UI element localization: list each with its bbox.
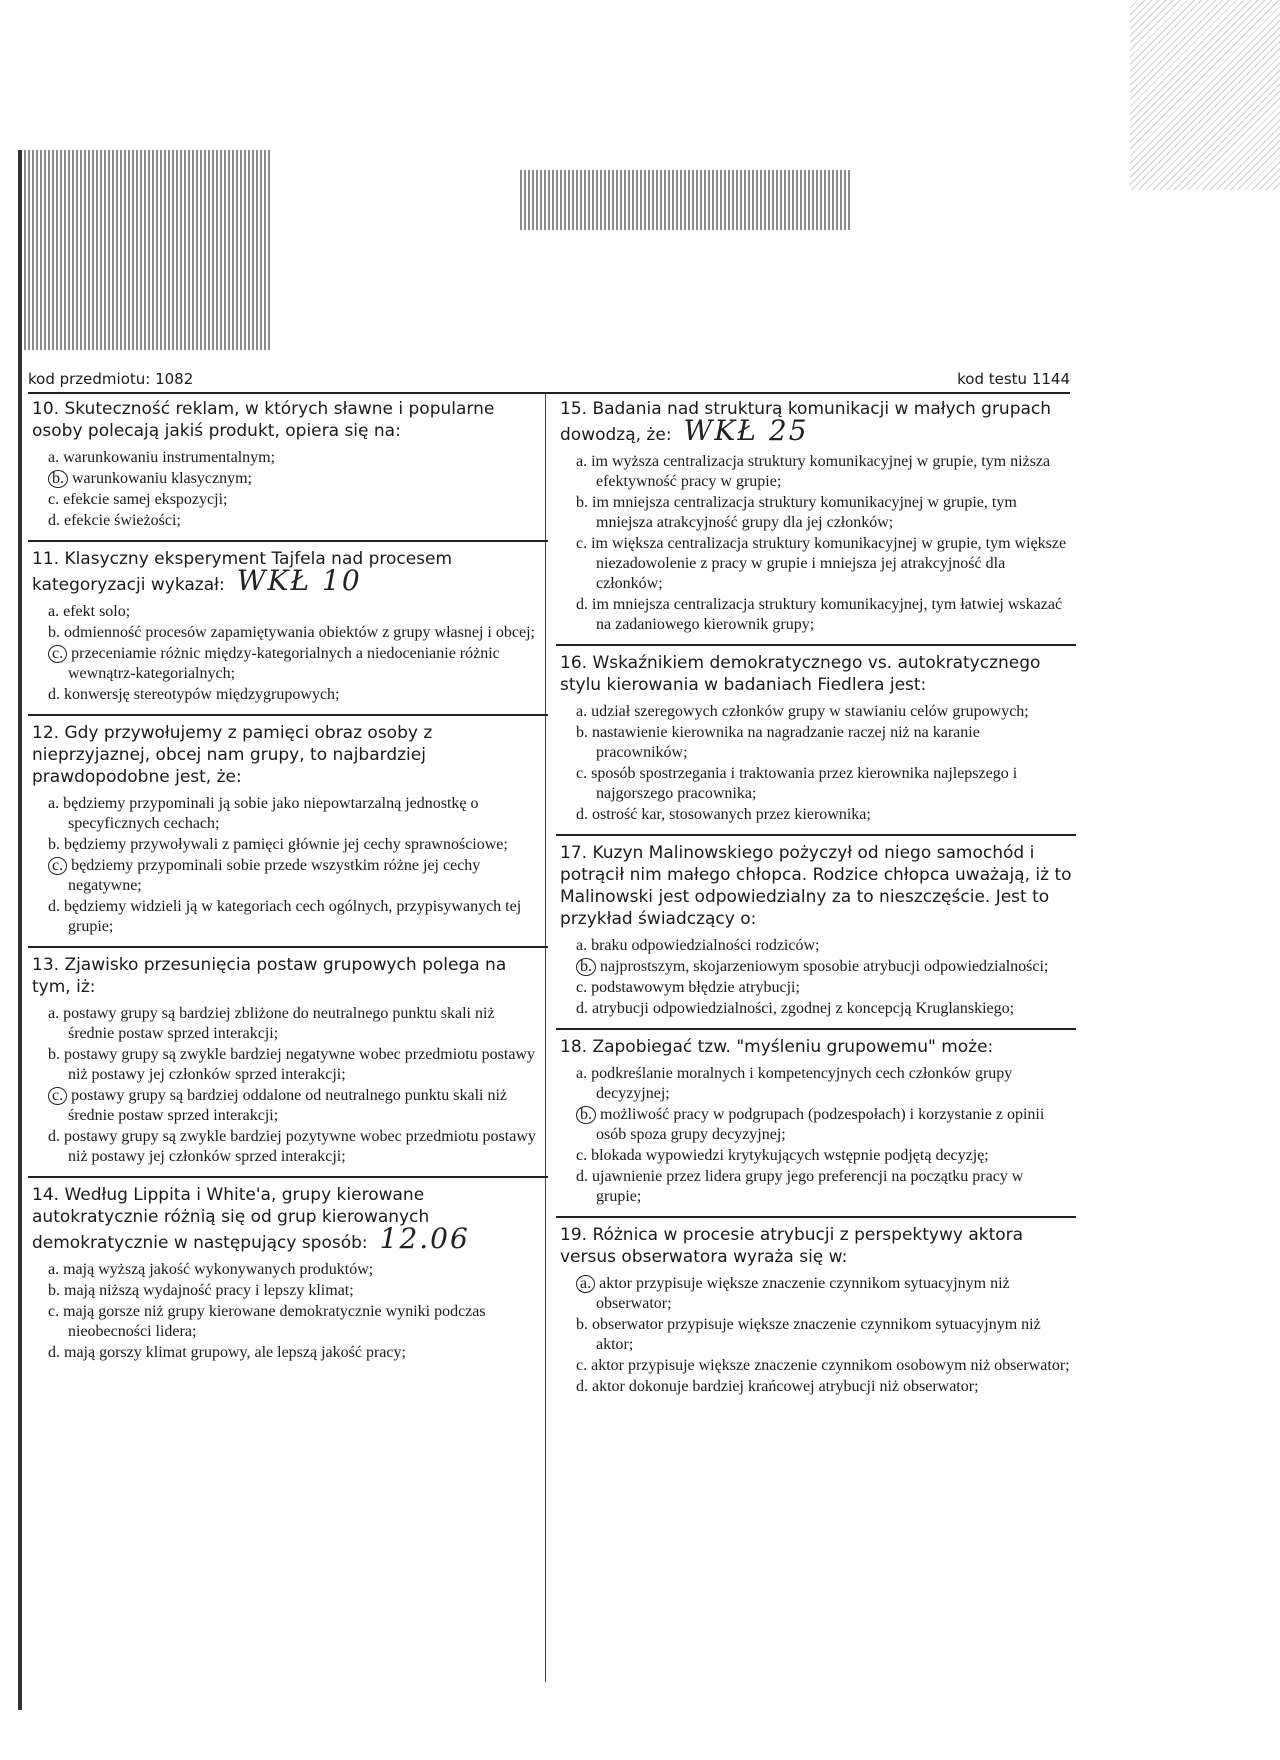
answer-option-selected bbox=[32, 1086, 544, 1126]
answer-option-text: przeceniamie różnic między-kategorialnych a niedocenianie różnic wewnątrz-kategorialnych; bbox=[67, 645, 500, 682]
answer-option: a. podkreślanie moralnych i kompetencyjnych cech członków grupy decyzyjnej; bbox=[576, 1065, 1013, 1102]
scan-noise-top-left bbox=[20, 150, 270, 350]
question-text: 10. Skuteczność reklam, w których sławne i popularne osoby polecają jakiś produkt, opiera się na: bbox=[32, 399, 495, 441]
question-text: 15. Badania nad strukturą komunikacji w małych grupach dowodzą, że: WKŁ 25 bbox=[560, 399, 1052, 447]
answer-option: c. blokada wypowiedzi krytykujących wstępnie podjętą decyzję; bbox=[576, 1147, 989, 1164]
answer-option: c. podstawowym błędzie atrybucji; bbox=[576, 979, 800, 996]
question-block bbox=[28, 1176, 548, 1372]
question-text: 16. Wskaźnikiem demokratycznego vs. autokratycznego stylu kierowania w badaniach Fiedlera jest: bbox=[560, 653, 1041, 695]
answer-option-selected bbox=[560, 1274, 1072, 1314]
circle-mark-icon: b. bbox=[576, 1106, 596, 1124]
question-block bbox=[28, 540, 548, 714]
scan-noise-top-center bbox=[520, 170, 850, 230]
circle-mark-icon: a. bbox=[576, 1275, 595, 1293]
question-text: 11. Klasyczny eksperyment Tajfela nad procesem kategoryzacji wykazał: WKŁ 10 bbox=[32, 549, 453, 597]
answer-option: d. mają gorszy klimat grupowy, ale lepszą jakość pracy; bbox=[48, 1344, 406, 1361]
question-block bbox=[556, 1028, 1076, 1216]
answer-option: a. będziemy przypominali ją sobie jako niepowtarzalną jednostkę o specyficznych cechach; bbox=[48, 795, 479, 832]
handwritten-note: 12.06 bbox=[379, 1222, 470, 1255]
question-text: 14. Według Lippita i White'a, grupy kierowane autokratycznie różnią się od grup kierowanych demokratycznie w następujący sposób: 12.06 bbox=[32, 1185, 470, 1255]
subject-code: kod przedmiotu: 1082 bbox=[28, 370, 194, 388]
question-block bbox=[556, 1216, 1076, 1406]
answer-option: a. im wyższa centralizacja struktury komunikacyjnej w grupie, tym niższa efektywność pracy w grupie; bbox=[576, 453, 1051, 490]
answer-option-text: najprostszym, skojarzeniowym sposobie atrybucji odpowiedzialności; bbox=[596, 958, 1049, 975]
question-block bbox=[28, 392, 548, 540]
circle-mark-icon: b. bbox=[576, 958, 596, 976]
answer-option: b. będziemy przywoływali z pamięci głównie jej cechy sprawnościowe; bbox=[48, 836, 508, 853]
question-text: 19. Różnica w procesie atrybucji z perspektywy aktora versus obserwatora wyraża się w: bbox=[560, 1225, 1024, 1267]
test-code: kod testu 1144 bbox=[957, 370, 1070, 388]
answer-option: a. postawy grupy są bardziej zbliżone do neutralnego punktu skali niż średnie postaw sprzed interakcji; bbox=[48, 1005, 495, 1042]
answer-option: d. ostrość kar, stosowanych przez kierownika; bbox=[576, 806, 871, 823]
answer-option: d. ujawnienie przez lidera grupy jego preferencji na początku pracy w grupie; bbox=[576, 1168, 1024, 1205]
question-block bbox=[556, 834, 1076, 1028]
answer-option: c. aktor przypisuje większe znaczenie czynnikom osobowym niż obserwator; bbox=[576, 1357, 1070, 1374]
answer-option: a. mają wyższą jakość wykonywanych produktów; bbox=[48, 1261, 374, 1278]
answer-option-selected bbox=[32, 644, 544, 684]
answer-option: b. mają niższą wydajność pracy i lepszy klimat; bbox=[48, 1282, 354, 1299]
handwritten-note: WKŁ 25 bbox=[683, 414, 809, 447]
answer-option: c. sposób spostrzegania i traktowania przez kierownika najlepszego i najgorszego pracownika; bbox=[576, 765, 1018, 802]
answer-option: d. konwersję stereotypów międzygrupowych; bbox=[48, 686, 340, 703]
answer-option: b. postawy grupy są zwykle bardziej negatywne wobec przedmiotu postawy niż postawy jej członków sprzed interakcji; bbox=[48, 1046, 535, 1083]
question-text: 13. Zjawisko przesunięcia postaw grupowych polega na tym, iż: bbox=[32, 955, 507, 997]
answer-option: b. nastawienie kierownika na nagradzanie raczej niż na karanie pracowników; bbox=[576, 724, 980, 761]
scan-left-edge bbox=[18, 150, 22, 1710]
answer-option-selected bbox=[32, 469, 544, 489]
handwritten-note: WKŁ 10 bbox=[236, 564, 362, 597]
answer-option: c. efekcie samej ekspozycji; bbox=[48, 491, 228, 508]
question-block bbox=[556, 644, 1076, 834]
answer-option-text: możliwość pracy w podgrupach (podzespołach) i korzystanie z opinii osób spoza grupy decyzyjnej; bbox=[596, 1106, 1045, 1143]
answer-option: d. atrybucji odpowiedzialności, zgodnej z koncepcją Kruglanskiego; bbox=[576, 1000, 1015, 1017]
answer-option: c. im większa centralizacja struktury komunikacyjnej w grupie, tym większe niezadowolenie z pracy w grupie i mniejsza jej atrakcyjność dla członków; bbox=[576, 535, 1067, 592]
answer-option-text: warunkowaniu klasycznym; bbox=[68, 470, 252, 487]
answer-option: a. efekt solo; bbox=[48, 603, 131, 620]
right-column bbox=[556, 392, 1076, 1406]
circle-mark-icon: c. bbox=[48, 1087, 67, 1105]
answer-option-text: będziemy przypominali sobie przede wszystkim różne jej cechy negatywne; bbox=[67, 857, 481, 894]
answer-option: a. udział szeregowych członków grupy w stawianiu celów grupowych; bbox=[576, 703, 1029, 720]
question-block bbox=[28, 714, 548, 946]
answer-option: a. braku odpowiedzialności rodziców; bbox=[576, 937, 820, 954]
answer-option: b. odmienność procesów zapamiętywania obiektów z grupy własnej i obcej; bbox=[48, 624, 535, 641]
answer-option: d. efekcie świeżości; bbox=[48, 512, 181, 529]
answer-option: d. postawy grupy są zwykle bardziej pozytywne wobec przedmiotu postawy niż postawy jej członków sprzed interakcji; bbox=[48, 1128, 536, 1165]
answer-option: b. obserwator przypisuje większe znaczenie czynnikom sytuacyjnym niż aktor; bbox=[576, 1316, 1041, 1353]
question-text: 18. Zapobiegać tzw. "myśleniu grupowemu" może: bbox=[560, 1037, 994, 1057]
question-block bbox=[556, 392, 1076, 644]
answer-option-selected bbox=[560, 957, 1072, 977]
question-block bbox=[28, 946, 548, 1176]
answer-option: d. im mniejsza centralizacja struktury komunikacyjnej, tym łatwiej wskazać na zadaniowego kierownik grupy; bbox=[576, 596, 1063, 633]
answer-option: c. mają gorsze niż grupy kierowane demokratycznie wyniki podczas nieobecności lidera; bbox=[48, 1303, 486, 1340]
scan-noise-corner bbox=[1130, 0, 1280, 190]
answer-option: b. im mniejsza centralizacja struktury komunikacyjnej w grupie, tym mniejsza atrakcyjność grupy dla jej członków; bbox=[576, 494, 1017, 531]
left-column bbox=[28, 392, 548, 1372]
question-text: 17. Kuzyn Malinowskiego pożyczył od niego samochód i potrącił nim małego chłopca. Rodzice chłopca uważają, iż to Malinowski jest odpowiedzialny za to nieszczęście. Jest to przykład świadczący o: bbox=[560, 843, 1072, 929]
answer-option-text: aktor przypisuje większe znaczenie czynnikom sytuacyjnym niż obserwator; bbox=[595, 1275, 1010, 1312]
question-text: 12. Gdy przywołujemy z pamięci obraz osoby z nieprzyjaznej, obcej nam grupy, to najbardziej prawdopodobne jest, że: bbox=[32, 723, 433, 787]
page-header bbox=[28, 370, 1070, 392]
answer-option-selected bbox=[560, 1105, 1072, 1145]
answer-option-text: postawy grupy są bardziej oddalone od neutralnego punktu skali niż średnie postaw sprzed interakcji; bbox=[67, 1087, 507, 1124]
answer-option: d. aktor dokonuje bardziej krańcowej atrybucji niż obserwator; bbox=[576, 1378, 979, 1395]
circle-mark-icon: c. bbox=[48, 645, 67, 663]
circle-mark-icon: c. bbox=[48, 857, 67, 875]
answer-option: d. będziemy widzieli ją w kategoriach cech ogólnych, przypisywanych tej grupie; bbox=[48, 898, 522, 935]
answer-option: a. warunkowaniu instrumentalnym; bbox=[48, 449, 276, 466]
answer-option-selected bbox=[32, 856, 544, 896]
circle-mark-icon: b. bbox=[48, 470, 68, 488]
